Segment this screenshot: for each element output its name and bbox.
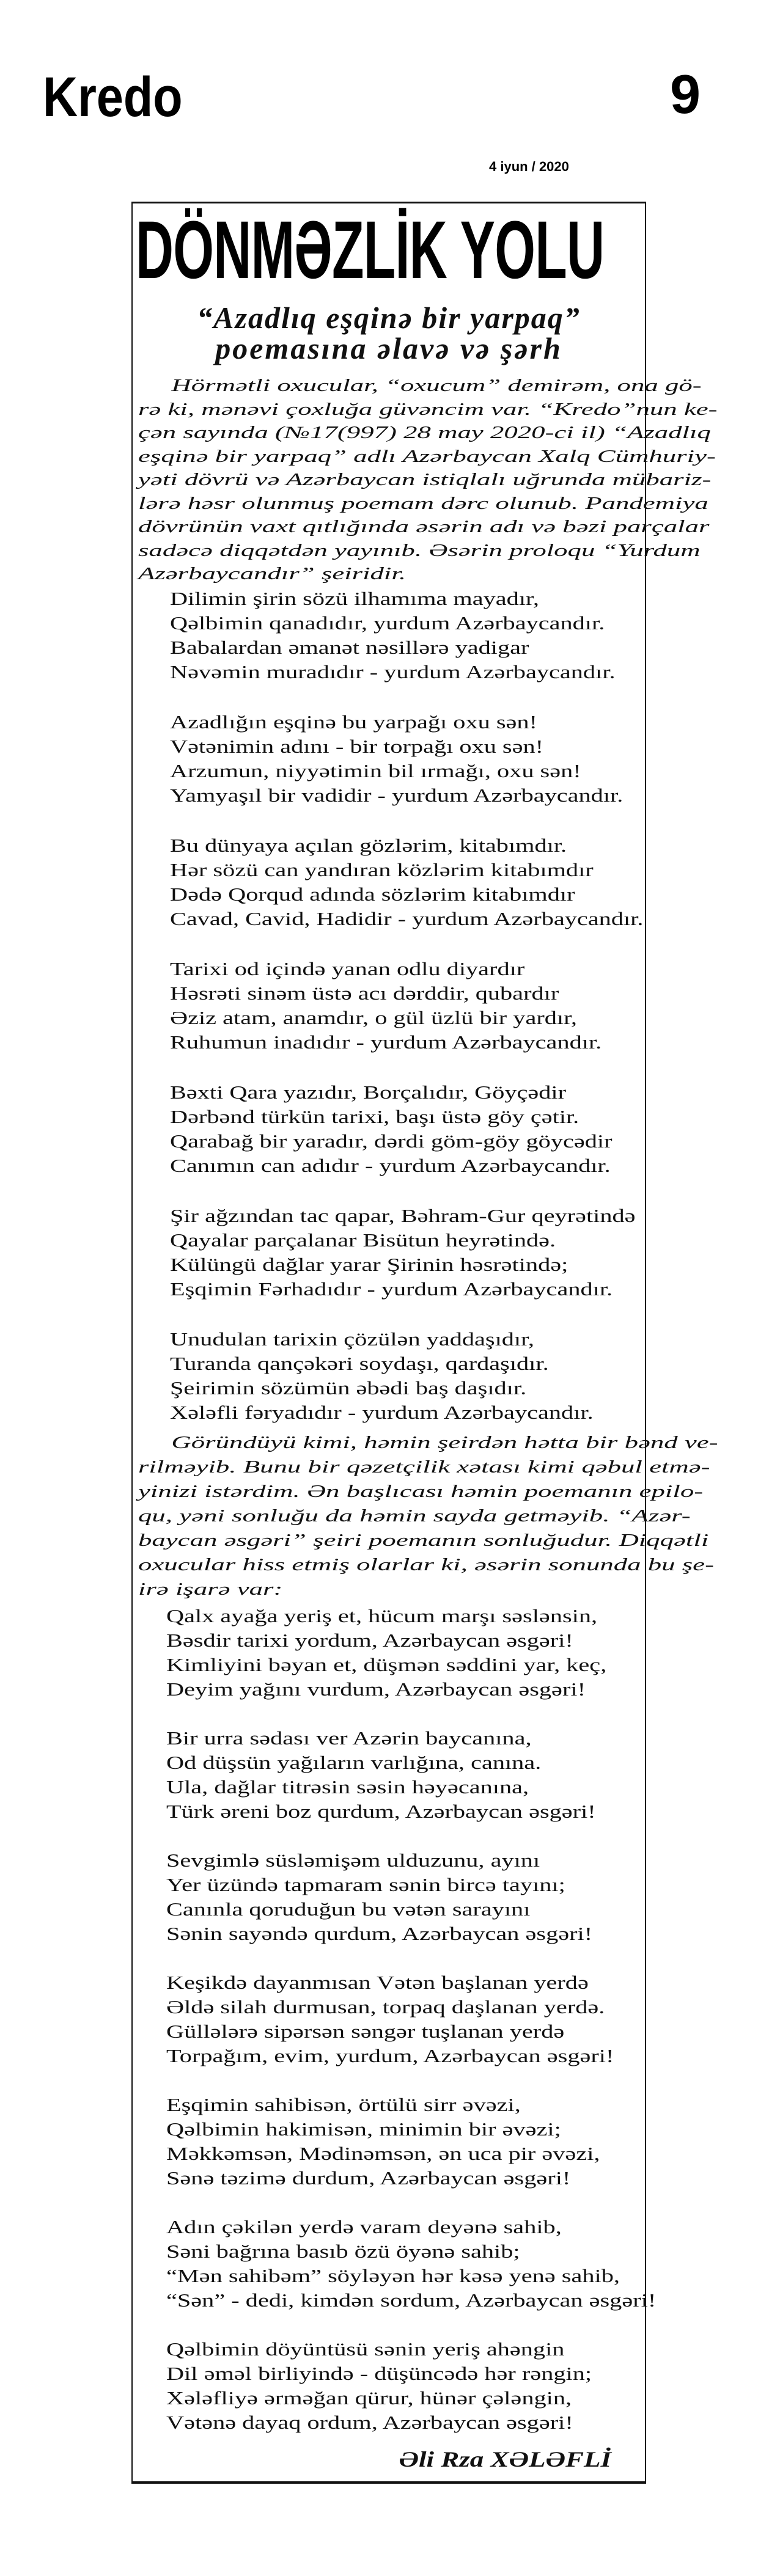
poem-yurdum-azerbaycandir <box>170 587 643 1451</box>
poem-line: Dərbənd türkün tarixi, başı üstə göy çətir. <box>170 1106 579 1127</box>
poem-line: Hər sözü can yandıran közlərim kitabımdır <box>170 859 594 880</box>
poem-stanza <box>170 1327 643 1425</box>
author-signature: Əli Rza XƏLƏFLİ <box>399 2447 611 2472</box>
poem-line: Qarabağ bir yaradır, dərdi göm-göy göycədir <box>170 1130 613 1152</box>
article-subtitle-line-2: poemasına əlavə və şərh <box>215 331 562 365</box>
poem-line: Sənin sayəndə qurdum, Azərbaycan əsgəri! <box>166 1923 593 1944</box>
poem-line: Arzumun, niyyətimin bil ırmağı, oxu sən! <box>170 760 581 781</box>
poem-stanza <box>166 1604 656 1702</box>
poem-line: Canımın can adıdır - yurdum Azərbaycandır. <box>170 1155 611 1176</box>
poem-line: Canınla qoruduğun bu vətən sarayını <box>166 1898 531 1920</box>
poem-stanza <box>170 833 643 931</box>
prose-line: yəti dövrü və Azərbaycan istiqlalı uğrunda mübariz- <box>138 470 712 489</box>
poem-line: Bu dünyaya açılan gözlərim, kitabımdır. <box>170 835 567 856</box>
prose-line: lərə həsr olunmuş poemam dərc olunub. Pandemiya <box>138 494 708 513</box>
prose-line: eşqinə bir yarpaq” adlı Azərbaycan Xalq Cümhuriy- <box>138 447 716 466</box>
poem-line: Səni bağrına basıb özü öyənə sahib; <box>166 2241 520 2262</box>
poem-line: Adın çəkilən yerdə varam deyənə sahib, <box>166 2216 562 2238</box>
poem-line: Qəlbimin hakimisən, minimin bir əvəzi; <box>166 2118 561 2140</box>
prose-line: qu, yəni sonluğu da həmin sayda getməyib. “Azər- <box>138 1507 691 1526</box>
poem-line: Unudulan tarixin çözülən yaddaşıdır, <box>170 1328 535 1350</box>
poem-line: Dilimin şirin sözü ilhamıma mayadır, <box>170 588 539 609</box>
poem-stanza <box>166 2093 656 2190</box>
poem-line: Məkkəmsən, Mədinəmsən, ən uca pir əvəzi, <box>166 2143 600 2164</box>
poem-line: Vətənə dayaq ordum, Azərbaycan əsgəri! <box>166 2412 573 2433</box>
poem-stanza <box>166 1726 656 1824</box>
poem-line: Qəlbimin qanadıdır, yurdum Azərbaycandır. <box>170 612 605 634</box>
commentary-paragraph <box>138 1431 718 1602</box>
prose-line: rilməyib. Bunu bir qəzetçilik xətası kimi qəbul etmə- <box>138 1458 710 1477</box>
poem-line: Əldə silah durmusan, torpaq daşlanan yerdə. <box>166 1996 605 2018</box>
poem-line: Ruhumun inadıdır - yurdum Azərbaycandır. <box>170 1031 602 1053</box>
prose-line: baycan əsgəri” şeiri poemanın sonluğudur. Diqqətli <box>138 1531 709 1550</box>
poem-line: “Mən sahibəm” söyləyən hər kəsə yenə sahib, <box>166 2265 620 2286</box>
poem-line: Deyim yağını vurdum, Azərbaycan əsgəri! <box>166 1678 586 1700</box>
poem-stanza <box>170 957 643 1055</box>
poem-line: Şir ağzından tac qapar, Bəhram-Gur qeyrətində <box>170 1205 636 1226</box>
newspaper-name: Kredo <box>43 66 183 128</box>
poem-line: Od düşsün yağıların varlığına, canına. <box>166 1752 542 1773</box>
prose-line: Hörmətli oxucular, “oxucum” demirəm, ona gö- <box>171 376 702 395</box>
poem-line: Bəxti Qara yazıdır, Borçalıdır, Göyçədir <box>170 1081 567 1103</box>
article-headline: DÖNMƏZLİK YOLU <box>136 205 605 296</box>
poem-line: Türk əreni boz qurdum, Azərbaycan əsgəri! <box>166 1801 596 1822</box>
intro-paragraph <box>138 375 718 587</box>
poem-line: Turanda qançəkəri soydaşı, qardaşıdır. <box>170 1353 549 1374</box>
prose-line: oxucular hiss etmiş olarlar ki, əsərin sonunda bu şe- <box>138 1556 714 1575</box>
poem-stanza <box>166 2337 656 2435</box>
poem-line: Güllələrə sipərsən səngər tuşlanan yerdə <box>166 2021 565 2042</box>
poem-stanza <box>170 1204 643 1301</box>
poem-stanza <box>166 2215 656 2313</box>
poem-stanza <box>166 1848 656 1946</box>
poem-line: Bir urra sədası ver Azərin baycanına, <box>166 1727 532 1749</box>
prose-line: irə işarə var: <box>138 1580 283 1599</box>
prose-line: Azərbaycandır” şeiridir. <box>138 565 407 584</box>
poem-line: Xələfliyə ərməğan qürur, hünər çələngin, <box>166 2387 572 2409</box>
poem-line: Nəvəmin muradıdır - yurdum Azərbaycandır. <box>170 661 616 682</box>
poem-line: Yer üzündə tapmaram sənin bircə tayını; <box>166 1874 565 1895</box>
poem-line: Xələfli fəryadıdır - yurdum Azərbaycandır. <box>170 1402 594 1423</box>
poem-line: Dil əməl birliyində - düşüncədə hər rəngin; <box>166 2363 592 2384</box>
poem-line: Vətənimin adını - bir torpağı oxu sən! <box>170 736 544 757</box>
poem-line: Eşqimin sahibisən, örtülü sirr əvəzi, <box>166 2094 521 2115</box>
poem-line: Kimliyini bəyan et, düşmən səddini yar, keç, <box>166 1654 607 1675</box>
page-number: 9 <box>670 64 701 125</box>
poem-line: Cavad, Cavid, Hadidir - yurdum Azərbaycandır. <box>170 908 644 929</box>
poem-line: Tarixi od içində yanan odlu diyardır <box>170 958 525 979</box>
poem-line: Sevgimlə süsləmişəm ulduzunu, ayını <box>166 1850 540 1871</box>
poem-line: Azadlığın eşqinə bu yarpağı oxu sən! <box>170 711 537 733</box>
poem-line: Əziz atam, anamdır, o gül üzlü bir yardır, <box>170 1007 577 1028</box>
prose-line: sadəcə diqqətdən yayınıb. Əsərin proloqu “Yurdum <box>138 541 701 560</box>
poem-line: Qalx ayağa yeriş et, hücum marşı səslənsin, <box>166 1605 598 1626</box>
poem-stanza <box>170 587 643 684</box>
poem-line: Dədə Qorqud adında sözlərim kitabımdır <box>170 884 575 905</box>
poem-line: Ula, dağlar titrəsin səsin həyəcanına, <box>166 1776 529 1798</box>
poem-line: Qayalar parçalanar Bisütun heyrətində. <box>170 1229 556 1251</box>
poem-azerbaycan-esgeri <box>166 1604 656 2459</box>
poem-line: Sənə təzimə durdum, Azərbaycan əsgəri! <box>166 2167 571 2189</box>
poem-stanza <box>170 1080 643 1178</box>
poem-line: Eşqimin Fərhadıdır - yurdum Azərbaycandır. <box>170 1278 613 1300</box>
article-subtitle-line-1: “Azadlıq eşqinə bir yarpaq” <box>197 301 581 335</box>
poem-stanza <box>166 1970 656 2068</box>
prose-line: Göründüyü kimi, həmin şeirdən hətta bir bənd ve- <box>171 1433 718 1452</box>
poem-line: Torpağım, evim, yurdum, Azərbaycan əsgəri! <box>166 2045 614 2066</box>
poem-line: Külüngü dağlar yarar Şirinin həsrətində; <box>170 1254 568 1275</box>
poem-line: Həsrəti sinəm üstə acı dərddir, qubardır <box>170 982 559 1004</box>
prose-line: dövrünün vaxt qıtlığında əsərin adı və bəzi parçalar <box>138 518 710 536</box>
poem-line: Babalardan əmanət nəsillərə yadigar <box>170 637 529 658</box>
poem-line: Keşikdə dayanmısan Vətən başlanan yerdə <box>166 1972 589 1993</box>
prose-line: rə ki, mənəvi çoxluğa güvəncim var. “Kredo”nun ke- <box>138 400 718 419</box>
poem-line: Qəlbimin döyüntüsü sənin yeriş ahəngin <box>166 2338 565 2360</box>
prose-line: yinizi istərdim. Ən başlıcası həmin poemanın epilo- <box>138 1482 704 1501</box>
poem-line: Bəsdir tarixi yordum, Azərbaycan əsgəri! <box>166 1630 573 1651</box>
prose-line: çən sayında (№17(997) 28 may 2020-ci il) “Azadlıq <box>138 423 711 442</box>
poem-line: Şeirimin sözümün əbədi baş daşıdır. <box>170 1377 527 1399</box>
poem-stanza <box>170 710 643 808</box>
poem-line: “Sən” - dedi, kimdən sordum, Azərbaycan əsgəri! <box>166 2289 657 2311</box>
poem-line: Yamyaşıl bir vadidir - yurdum Azərbaycandır. <box>170 785 624 806</box>
issue-date: 4 iyun / 2020 <box>489 159 569 174</box>
